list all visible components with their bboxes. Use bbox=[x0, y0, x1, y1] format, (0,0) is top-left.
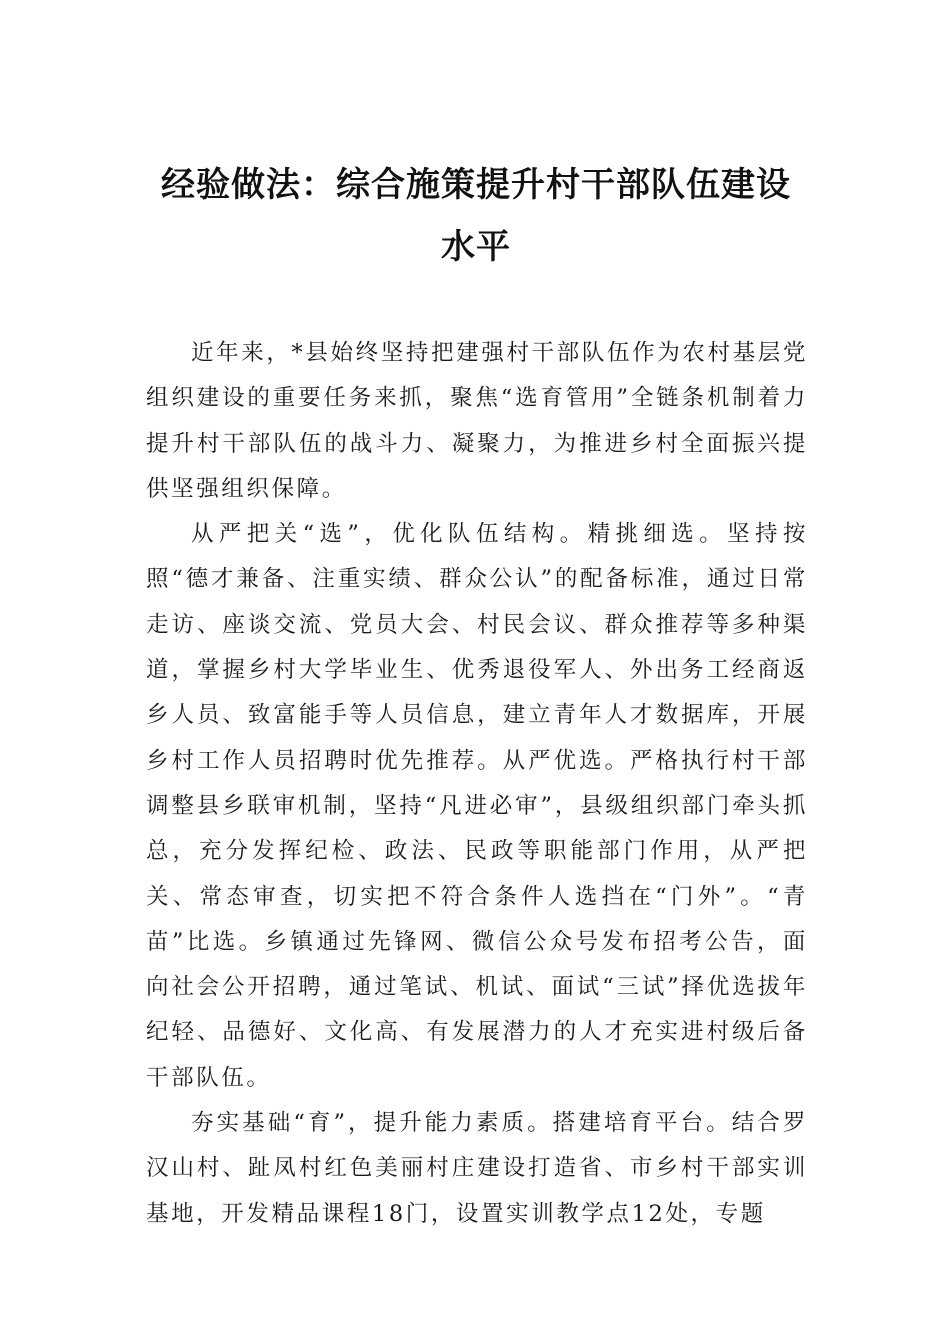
paragraph-selection: 从严把关“选”，优化队伍结构。精挑细选。坚持按照“德才兼备、注重实绩、群众公认”的配备标准，通过日常走访、座谈交流、党员大会、村民会议、群众推荐等多种渠道，掌握乡村大学毕业生、优秀退役军人、外出务工经商返乡人员、致富能手等人员信息，建立青年人才数据库，开展乡村工作人员招聘时优先推荐。从严优选。严格执行村干部调整县乡联审机制，坚持“凡进必审”，县级组织部门牵头抓总，充分发挥纪检、政法、民政等职能部门作用，从严把关、常态审查，切实把不符合条件人选挡在“门外”。“青苗”比选。乡镇通过先锋网、微信公众号发布招考公告，面向社会公开招聘，通过笔试、机试、面试“三试”择优选拔年纪轻、品德好、文化高、有发展潜力的人才充实进村级后备干部队伍。 bbox=[146, 521, 808, 1091]
document-body bbox=[146, 331, 808, 1237]
paragraph-training: 夯实基础“育”，提升能力素质。搭建培育平台。结合罗汉山村、趾凤村红色美丽村庄建设打造省、市乡村干部实训基地，开发精品课程18门，设置实训教学点12处，专题 bbox=[146, 1110, 808, 1227]
paragraph-intro: 近年来，*县始终坚持把建强村干部队伍作为农村基层党组织建设的重要任务来抓，聚焦“选育管用”全链条机制着力提升村干部队伍的战斗力、凝聚力，为推进乡村全面振兴提供坚强组织保障。 bbox=[146, 340, 808, 502]
document-title: 经验做法：综合施策提升村干部队伍建设水平 bbox=[161, 165, 791, 267]
